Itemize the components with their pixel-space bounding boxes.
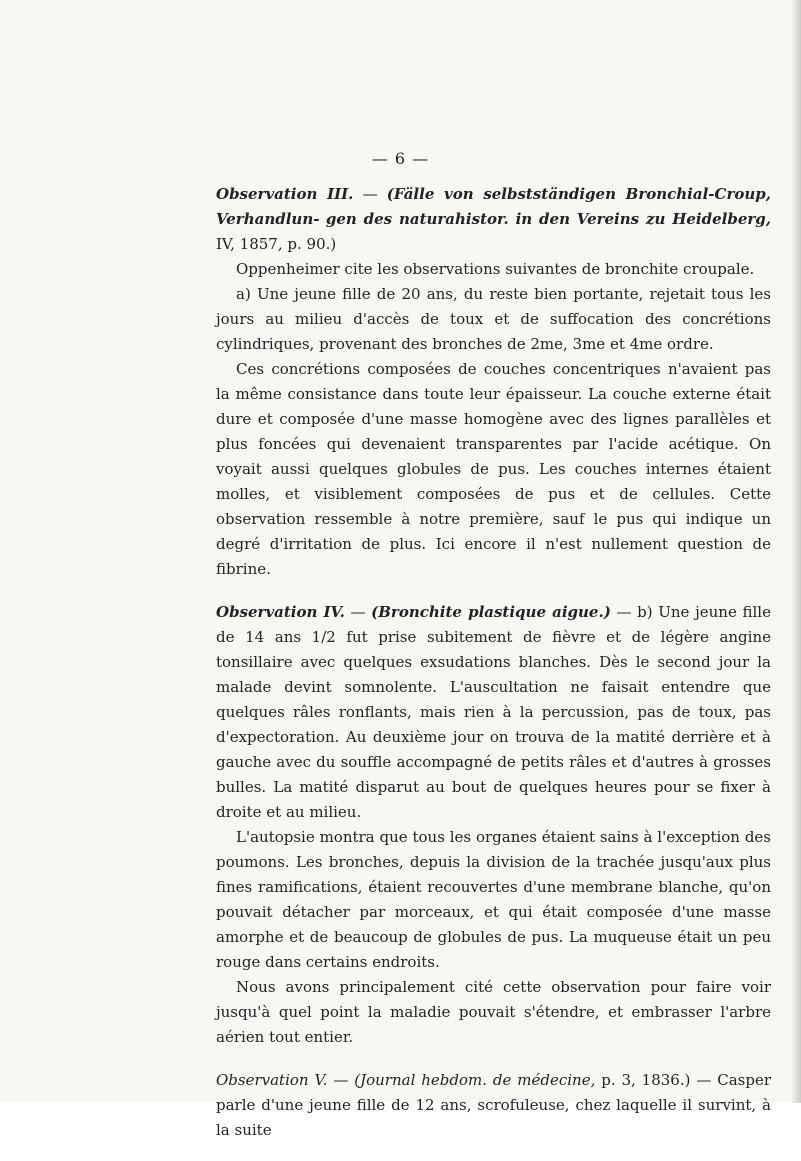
observation-three-paragraph-3: Ces concrétions composées de couches concentriques n'avaient pas la même consistance dans toute leur épaisseur. La couche externe était dure et composée d'une masse homogène avec des lignes parallèles et plus foncées qui devenaient transparentes par l'acide acétique. On voyait aussi quelques globules de pus. Les couches internes étaient molles, et visiblement composées de pus et de cellules. Cette observation ressemble à notre première, sauf le pus qui indique un degré d'irritation de plus. Ici encore il n'est nullement question de fibrine. xyxy=(216,360,771,578)
observation-five-source: (Journal hebdom. de médecine, xyxy=(354,1071,596,1089)
observation-four-title: (Bronchite plastique aigue.) xyxy=(371,603,611,621)
observation-three-source-title: (Fälle von selbstständigen Bronchial-Croup, Verhandlun- xyxy=(216,185,771,228)
observation-four-paragraph-3: Nous avons principalement cité cette observation pour faire voir jusqu'à quel point la maladie pouvait s'étendre, et embrasser l'arbre aérien tout entier. xyxy=(216,978,771,1046)
page-content xyxy=(216,182,771,1161)
observation-four-dash: — xyxy=(344,603,372,621)
observation-four-paragraph-2: L'autopsie montra que tous les organes étaient sains à l'exception des poumons. Les bronches, depuis la division de la trachée jusqu'aux plus fines ramifications, étaient recouvertes d'une membrane blanche, qu'on pouvait détacher par morceaux, et qui était composée d'une masse amorphe et de beaucoup de globules de pus. La muqueuse était un peu rouge dans certains endroits. xyxy=(216,828,771,971)
observation-three-section xyxy=(216,182,771,582)
observation-four-section xyxy=(216,600,771,1050)
observation-five-dash: — xyxy=(327,1071,355,1089)
observation-three-heading-line xyxy=(216,182,771,257)
observation-four-text: — b) Une jeune fille de 14 ans 1/2 fut prise subitement de fièvre et de légère angine tonsillaire avec quelques exsudations blanches. Dès le second jour la malade devint somnolente. L'auscultation ne faisait entendre que quelques râles ronflants, mais rien à la percussion, pas de toux, pas d'expectoration. Au deuxième jour on trouva de la matité derrière et à gauche avec du souffle accompagné de petits râles et d'autres à grosses bulles. La matité disparut au bout de quelques heures pour se fixer à droite et au milieu. xyxy=(216,603,771,821)
observation-three-heading: Observation III. xyxy=(216,185,354,203)
observation-three-source-title-cont: gen des naturahistor. in den Vereins zu Heidelberg, xyxy=(325,210,771,228)
observation-four-paragraph-1 xyxy=(216,600,771,825)
observation-three-paragraph-1: Oppenheimer cite les observations suivantes de bronchite croupale. xyxy=(236,260,755,278)
observation-three-source-detail: IV, 1857, p. 90.) xyxy=(216,235,337,253)
observation-five-paragraph xyxy=(216,1068,771,1143)
observation-five-heading: Observation V. xyxy=(216,1071,328,1089)
observation-three-dash: — xyxy=(353,185,387,203)
observation-five-section xyxy=(216,1068,771,1143)
observation-five-text: p. 3, 1836.) — Casper parle d'une jeune fille de 12 ans, scrofuleuse, chez laquelle il survint, à la suite xyxy=(216,1071,772,1139)
observation-four-heading: Observation IV. xyxy=(216,603,345,621)
observation-three-paragraph-2: a) Une jeune fille de 20 ans, du reste bien portante, rejetait tous les jours au milieu d'accès de toux et de suffocation des concrétions cylindriques, provenant des bronches de 2me, 3me et 4me ordre. xyxy=(216,285,771,353)
page-number: — 6 — xyxy=(371,149,430,168)
